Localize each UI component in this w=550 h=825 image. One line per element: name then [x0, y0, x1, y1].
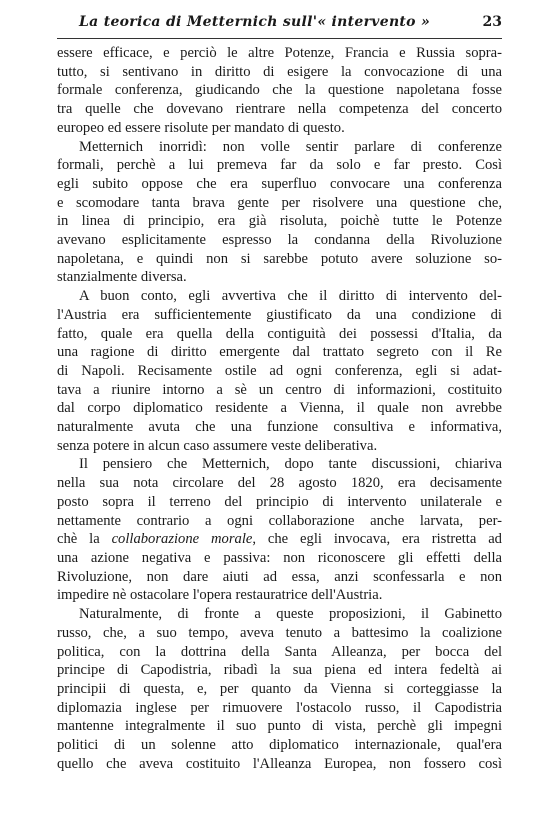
text-line: avevano esplicitamente espresso la condanna della Rivoluzione — [57, 232, 502, 249]
text-line: in linea di principio, era già risoluta, poichè tutte le Potenze — [57, 213, 502, 230]
text-line: tava a riunire intorno a sè un centro di informazioni, costituito — [57, 381, 502, 398]
text-line: principe di Capodistria, ribadì la sua piena ed intera fedeltà ai — [57, 662, 502, 679]
text-line: nella sua nota circolare del 28 agosto 1820, era decisamente — [57, 475, 502, 492]
text-line: politica, con la dottrina della Santa Alleanza, per bocca del — [57, 643, 502, 660]
text-line: Metternich inorridì: non volle sentir parlare di conferenze — [79, 138, 502, 155]
text-line: fatto, quale era quella della contiguità dei possessi d'Italia, da — [57, 325, 502, 342]
paragraph — [57, 138, 502, 288]
text-line: l'Austria era sufficientemente giustificato da una condizione di — [57, 306, 502, 323]
text-line: nettamente contrario a ogni collaborazione anche larvata, per- — [57, 512, 502, 529]
text-line: Naturalmente, di fronte a queste proposizioni, il Gabinetto — [79, 606, 502, 623]
text-line: una ragione di diritto emergente dal trattato segreto con il Re — [57, 344, 502, 361]
text-line: quello che aveva costituito l'Alleanza Europea, non fossero così — [57, 755, 502, 772]
running-header — [57, 14, 502, 39]
paragraph — [57, 287, 502, 455]
text-line: formale conferenza, giudicando che la questione napoletana fosse — [57, 82, 502, 99]
paragraph — [57, 605, 502, 773]
text-line: Rivoluzione, non dare aiuti ad essa, anzi sconfessarla e non — [57, 568, 502, 585]
text-line: impedire nè ostacolare l'opera restauratrice dell'Austria. — [57, 587, 383, 604]
book-page — [57, 14, 502, 773]
text-line: formali, perchè a lui premeva far da solo e far presto. Così — [57, 157, 502, 174]
text-line: stanzialmente diversa. — [57, 269, 187, 286]
text-line: naturalmente avuta che una funzione consultiva e informativa, — [57, 419, 502, 436]
text-line: russo, che, a suo tempo, aveva tenuto a battesimo la coalizione — [57, 624, 502, 641]
text-line: tutto, si sentivano in diritto di esigere la convocazione di una — [57, 63, 502, 80]
text-line: Il pensiero che Metternich, dopo tante discussioni, chiariva — [79, 456, 502, 473]
text-line: senza potere in alcun caso assumere veste deliberativa. — [57, 437, 378, 454]
text-line: tra quelle che dovevano rientrare nella competenza del concerto — [57, 101, 502, 118]
text-line: una azione negativa e passiva: non riconoscere gli effetti della — [57, 549, 502, 566]
text-line: mantenne integralmente il suo punto di vista, perchè gli impegni — [57, 718, 502, 735]
text-line: chè la collaborazione morale, che egli invocava, era ristretta ad — [57, 531, 502, 548]
text-line: europeo ed essere risolute per mandato di questo. — [57, 119, 345, 136]
page-number: 23 — [482, 14, 502, 30]
text-line: posto sopra il terreno del principio di intervento unilaterale e — [57, 493, 502, 510]
paragraph — [57, 44, 502, 138]
text-line: principii di questa, e, per quanto da Vienna si corteggiasse la — [57, 680, 502, 697]
body-text — [57, 44, 502, 773]
text-line: e scomodare tanta brava gente per risolvere una questione che, — [57, 194, 502, 211]
text-line: diplomazia inglese per rimuovere l'ostacolo russo, il Capodistria — [57, 699, 502, 716]
text-line: politici di un solenne atto diplomatico internazionale, qual'era — [57, 737, 502, 754]
running-header-title: La teorica di Metternich sull'« intervento » — [79, 14, 431, 30]
text-line: napoletana, e quindi non si sarebbe potuto avere soluzione so- — [57, 250, 502, 267]
paragraph — [57, 455, 502, 605]
text-line: A buon conto, egli avvertiva che il diritto di intervento del- — [79, 288, 502, 305]
text-line: di Napoli. Recisamente ostile ad ogni conferenza, egli si adat- — [57, 362, 502, 379]
text-line: egli subito oppose che era superfluo convocare una conferenza — [57, 175, 502, 192]
text-line: dal corpo diplomatico residente a Vienna, il quale non avrebbe — [57, 400, 502, 417]
text-line: essere efficace, e perciò le altre Potenze, Francia e Russia sopra- — [57, 45, 502, 61]
